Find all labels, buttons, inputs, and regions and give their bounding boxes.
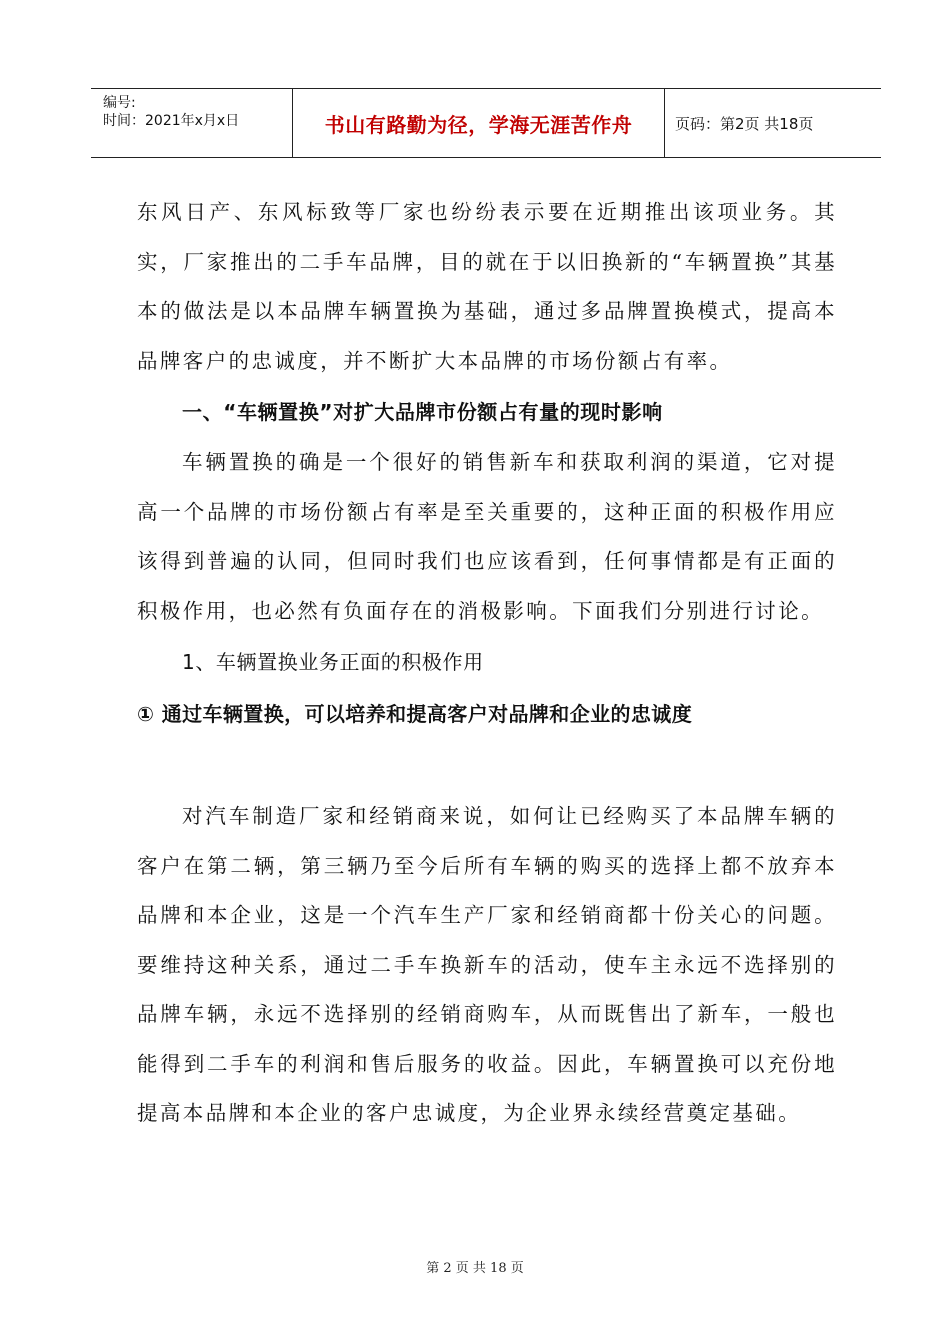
header-motto: 书山有路勤为径，学海无涯苦作舟 — [293, 89, 665, 157]
header-meta-cell — [91, 89, 293, 157]
subsection-heading-1: 1、车辆置换业务正面的积极作用 — [182, 650, 484, 674]
paragraph-3: 对汽车制造厂家和经销商来说，如何让已经购买了本品牌车辆的客户在第二辆，第三辆乃至今后所有车辆的购买的选择上都不放弃本品牌和本企业，这是一个汽车生产厂家和经销商都十份关心的问题。要维持这种关系，通过二手车换新车的活动，使车主永远不选择别的品牌车辆，永远不选择别的经销商购车，从而既售出了新车，一般也能得到二手车的利润和售后服务的收益。因此，车辆置换可以充份地提高本品牌和本企业的客户忠诚度，为企业界永续经营奠定基础。 — [137, 804, 837, 1125]
header-page-number: 页码：第2页 共18页 — [675, 114, 814, 133]
paragraph-1: 东风日产、东风标致等厂家也纷纷表示要在近期推出该项业务。其实，厂家推出的二手车品牌，目的就在于以旧换新的“车辆置换”其基本的做法是以本品牌车辆置换为基础，通过多品牌置换模式，提高本品牌客户的忠诚度，并不断扩大本品牌的市场份额占有率。 — [137, 200, 837, 373]
document-body — [137, 188, 837, 1139]
subsection-heading-1a: ① 通过车辆置换，可以培养和提高客户对品牌和企业的忠诚度 — [137, 702, 693, 726]
page-header — [91, 88, 881, 158]
document-time-label: 时间：2021年x月x日 — [103, 113, 240, 129]
document-number-label: 编号: — [103, 95, 136, 111]
page-footer: 第 2 页 共 18 页 — [426, 1261, 524, 1276]
section-heading-1: 一、“车辆置换”对扩大品牌市份额占有量的现时影响 — [182, 400, 663, 424]
blank-line — [137, 740, 837, 792]
paragraph-2: 车辆置换的确是一个很好的销售新车和获取利润的渠道，它对提高一个品牌的市场份额占有率是至关重要的，这种正面的积极作用应该得到普遍的认同，但同时我们也应该看到，任何事情都是有正面的积极作用，也必然有负面存在的消极影响。下面我们分别进行讨论。 — [137, 450, 837, 623]
